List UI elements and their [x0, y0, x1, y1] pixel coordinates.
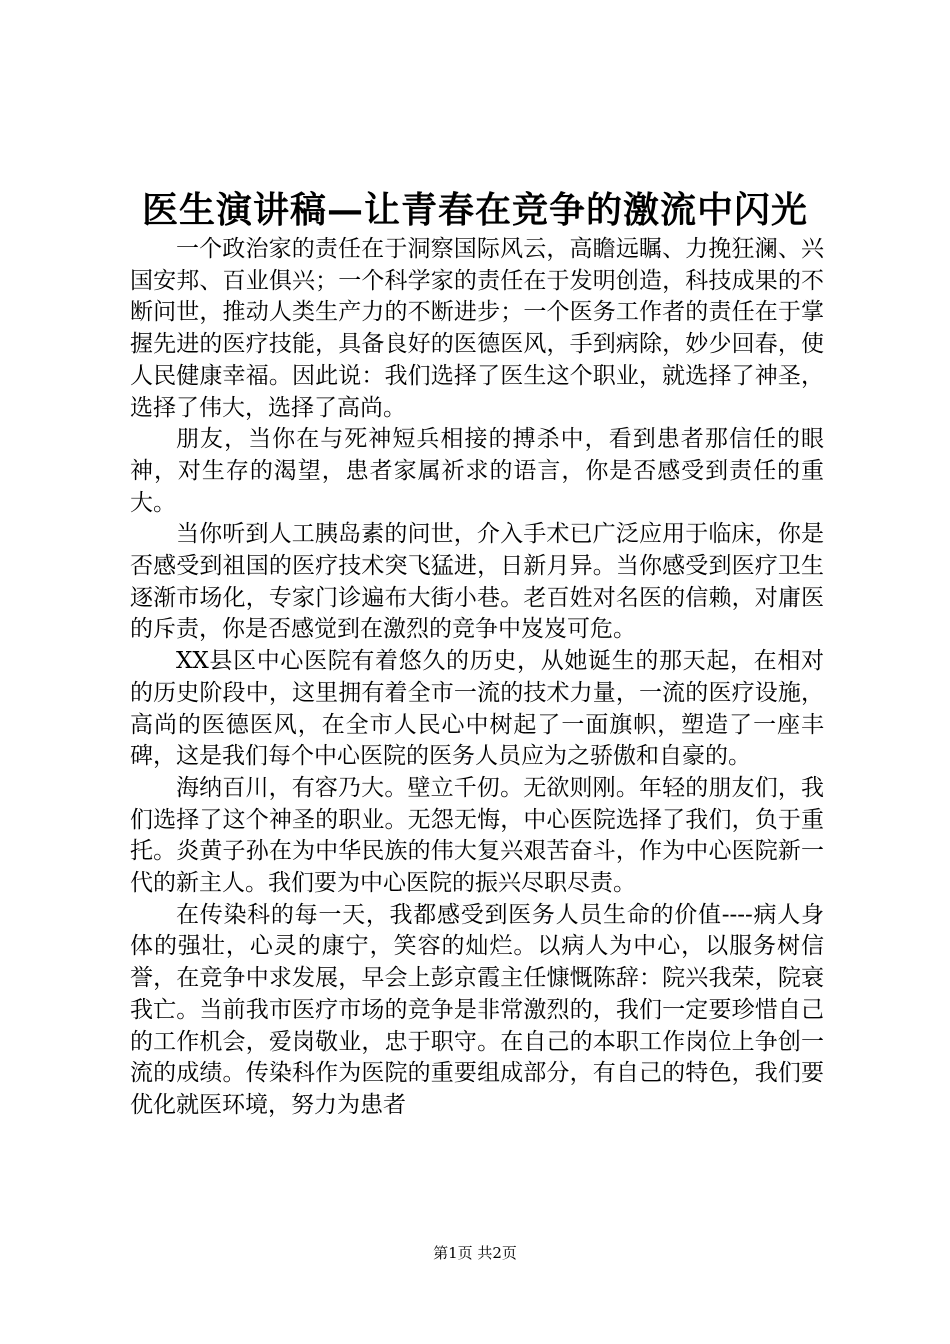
paragraph-4: XX县区中心医院有着悠久的历史，从她诞生的那天起，在相对的历史阶段中，这里拥有着全市一流的技术力量，一流的医疗设施，高尚的医德医风，在全市人民心中树起了一面旗帜，塑造了一座丰碑，这是我们每个中心医院的医务人员应为之骄傲和自豪的。 [130, 648, 824, 770]
document-body [130, 234, 824, 1122]
paragraph-6: 在传染科的每一天，我都感受到医务人员生命的价值----病人身体的强壮，心灵的康宁，笑容的灿烂。以病人为中心，以服务树信誉，在竞争中求发展，早会上彭京霞主任慷慨陈辞：院兴我荣，院衰我亡。当前我市医疗市场的竞争是非常激烈的，我们一定要珍惜自己的工作机会，爱岗敬业，忠于职守。在自己的本职工作岗位上争创一流的成绩。传染科作为医院的重要组成部分，有自己的特色，我们要优化就医环境，努力为患者 [130, 901, 824, 1118]
document-title: 医生演讲稿—让青春在竞争的激流中闪光 [141, 189, 808, 231]
paragraph-5: 海纳百川，有容乃大。壁立千仞。无欲则刚。年轻的朋友们，我们选择了这个神圣的职业。无怨无悔，中心医院选择了我们，负于重托。炎黄子孙在为中华民族的伟大复兴艰苦奋斗，作为中心医院新一代的新主人。我们要为中心医院的振兴尽职尽责。 [130, 774, 824, 897]
paragraph-2: 朋友，当你在与死神短兵相接的搏杀中，看到患者那信任的眼神，对生存的渴望，患者家属祈求的语言，你是否感受到责任的重大。 [130, 426, 824, 516]
paragraph-3: 当你听到人工胰岛素的问世，介入手术已广泛应用于临床，你是否感受到祖国的医疗技术突飞猛进，日新月异。当你感受到医疗卫生逐渐市场化，专家门诊遍布大街小巷。老百姓对名医的信赖，对庸医的斥责，你是否感觉到在激烈的竞争中岌岌可危。 [130, 521, 824, 643]
page-number-footer: 第1页 共2页 [433, 1244, 517, 1262]
paragraph-1: 一个政治家的责任在于洞察国际风云，高瞻远瞩、力挽狂澜、兴国安邦、百业俱兴；一个科学家的责任在于发明创造，科技成果的不断问世，推动人类生产力的不断进步；一个医务工作者的责任在于掌握先进的医疗技能，具备良好的医德医风，手到病除，妙少回春，使人民健康幸福。因此说：我们选择了医生这个职业，就选择了神圣，选择了伟大，选择了高尚。 [130, 236, 824, 421]
